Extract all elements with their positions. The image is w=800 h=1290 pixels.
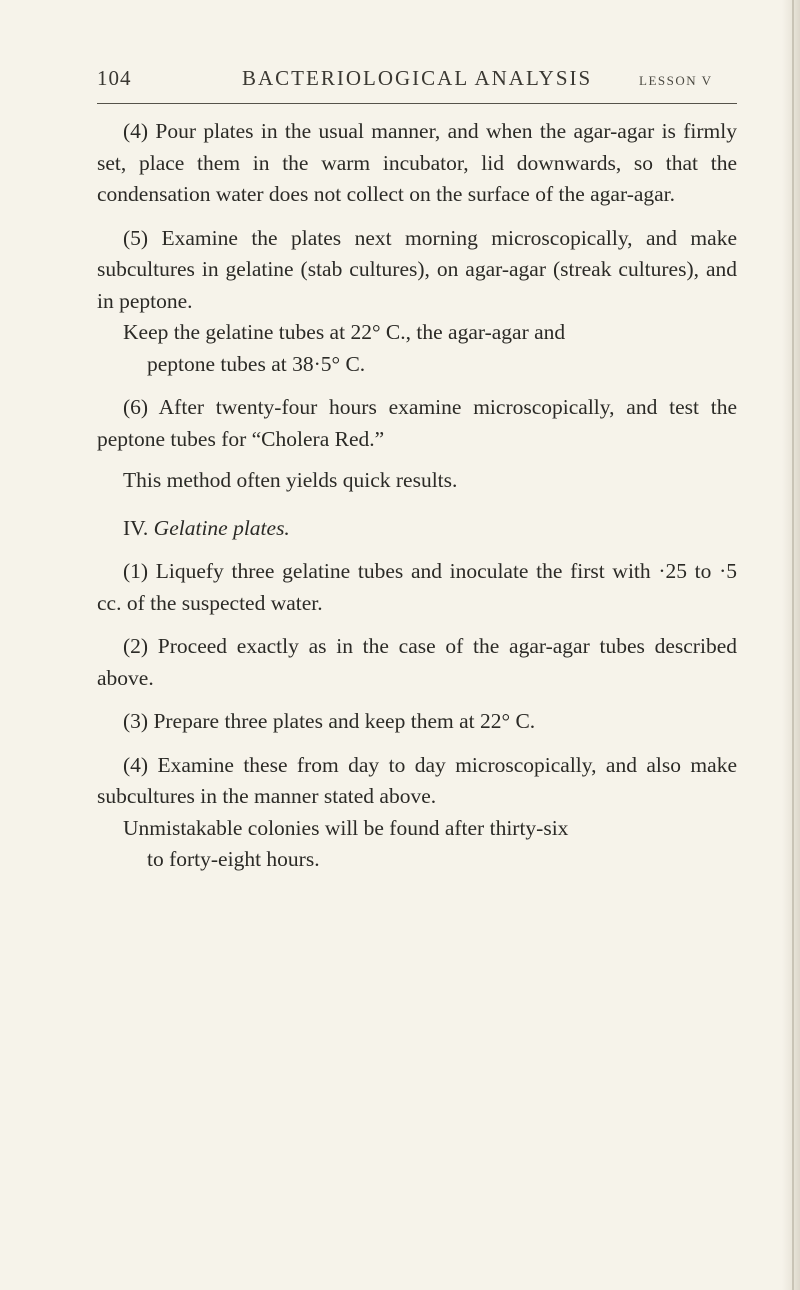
header-rule — [97, 103, 737, 104]
section-paragraph-3: (3) Prepare three plates and keep them at 22° C. — [123, 709, 536, 733]
section-numeral: IV. — [123, 515, 149, 540]
paragraph-6: (6) After twenty-four hours examine microscopically, and test the peptone tubes for “Cholera Red.” — [97, 395, 737, 451]
page-edge — [782, 0, 800, 1290]
section-note-first: Unmistakable colonies will be found after thirty-six — [123, 815, 569, 840]
paragraph-5: (5) Examine the plates next morning microscopically, and make subcultures in gelatine (stab cultures), on agar-agar (streak cultures), and in peptone. — [97, 225, 737, 313]
section-title: Gelatine plates. — [153, 515, 290, 540]
paragraph-5-note-first: Keep the gelatine tubes at 22° C., the agar-agar and — [123, 320, 566, 344]
running-title: BACTERIOLOGICAL ANALYSIS — [242, 66, 593, 90]
page-number: 104 — [97, 66, 132, 90]
paragraph-5-note — [123, 317, 737, 380]
section-paragraph-2: (2) Proceed exactly as in the case of the agar-agar tubes described above. — [97, 634, 737, 690]
lesson-label: LESSON V — [639, 73, 713, 88]
page-body — [97, 116, 737, 876]
paragraph-6-note: This method often yields quick results. — [123, 468, 458, 492]
section-paragraph-4: (4) Examine these from day to day microscopically, and also make subcultures in the manner stated above. — [97, 752, 737, 808]
running-header — [97, 66, 737, 96]
section-paragraph-4-note — [123, 813, 737, 876]
paragraph-4: (4) Pour plates in the usual manner, and when the agar-agar is firmly set, place them in the warm incubator, lid downwards, so that the condensation water does not collect on the surface of the agar-agar. — [97, 119, 737, 206]
section-heading — [123, 513, 737, 545]
paragraph-5-note-rest: peptone tubes at 38·5° C. — [147, 351, 366, 376]
page-edge-shadow — [792, 0, 794, 1290]
section-note-rest: to forty-eight hours. — [147, 847, 320, 871]
section-paragraph-1: (1) Liquefy three gelatine tubes and inoculate the first with ·25 to ·5 cc. of the suspected water. — [97, 559, 737, 615]
